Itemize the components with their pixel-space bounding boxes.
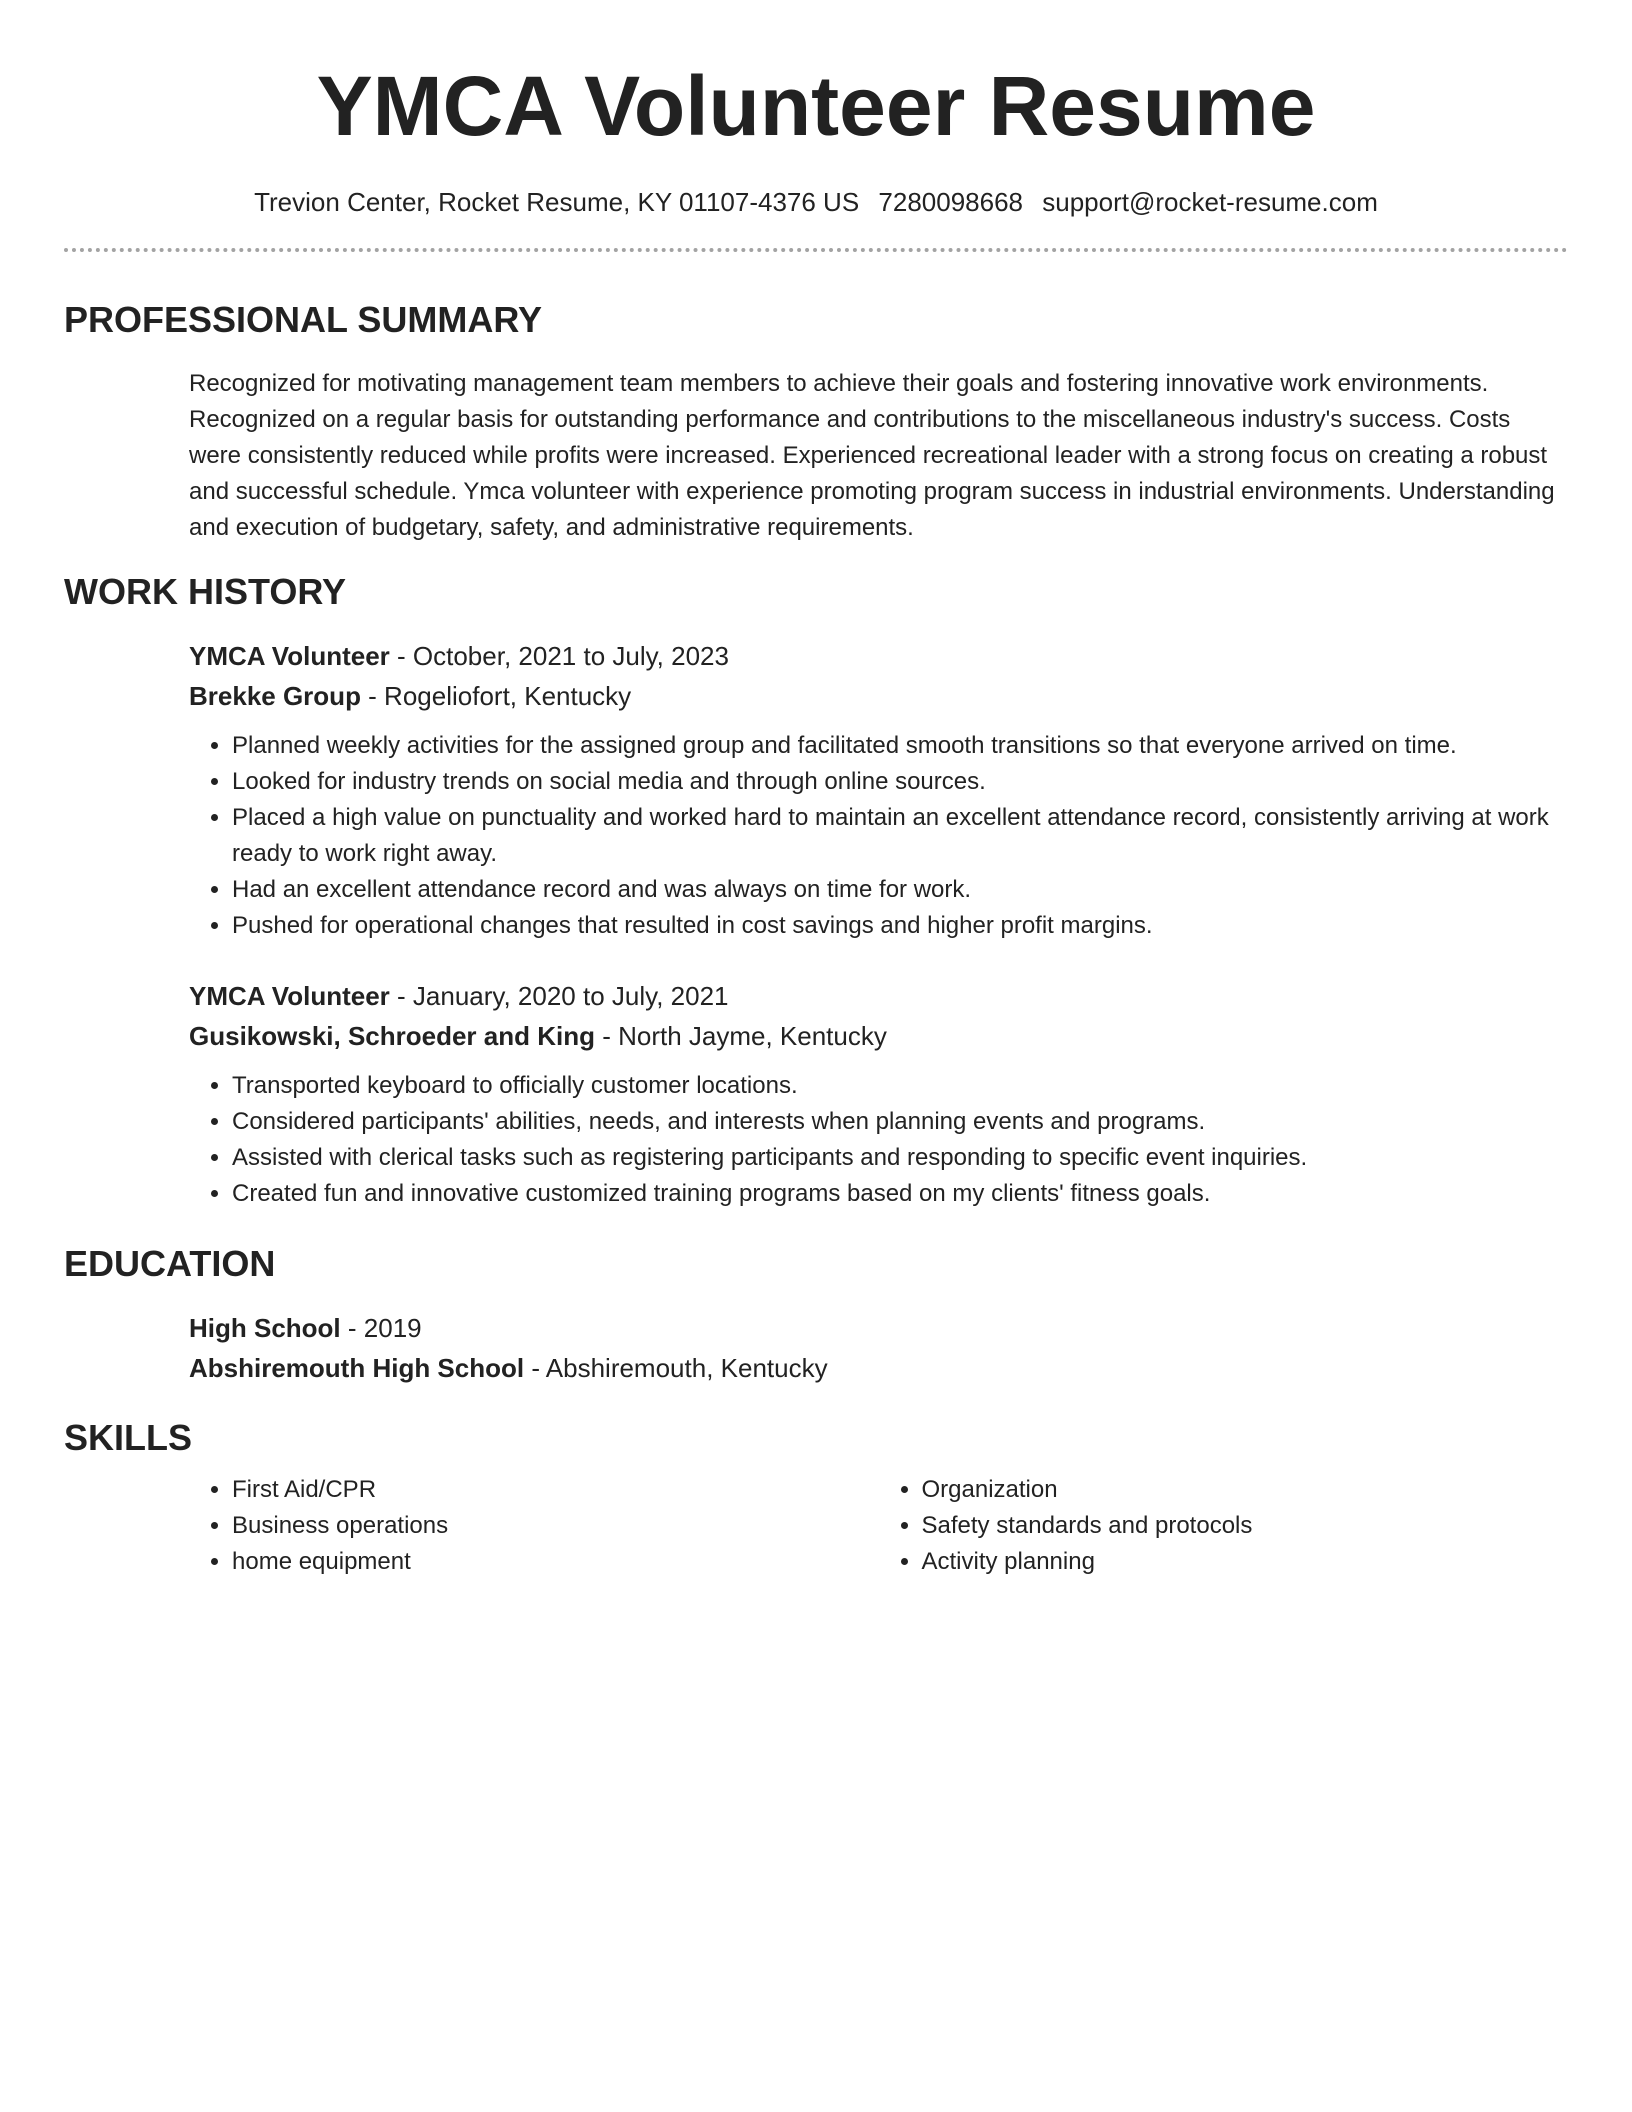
list-item: • Looked for industry trends on social media and through online sources. (232, 764, 1568, 800)
job-dates: - January, 2020 to July, 2021 (389, 981, 729, 1011)
job-role-line (189, 976, 1568, 1016)
list-item: • Planned weekly activities for the assigned group and facilitated smooth transitions so that everyone arrived on time. (232, 728, 1568, 764)
job-role: YMCA Volunteer (189, 981, 390, 1011)
resume-title: YMCA Volunteer Resume (316, 59, 1316, 153)
skill-item: • Activity planning (922, 1544, 1569, 1580)
job-bullets (189, 728, 1568, 944)
job-role: YMCA Volunteer (189, 641, 390, 671)
work-history-title: WORK HISTORY (64, 571, 347, 612)
job-entry (189, 976, 1568, 1212)
education-title: EDUCATION (64, 1243, 276, 1284)
skills-title: SKILLS (64, 1417, 193, 1458)
job-dates: - October, 2021 to July, 2023 (389, 641, 729, 671)
contact-address: Trevion Center, Rocket Resume, KY 01107-4376 US (254, 187, 860, 217)
job-company-line (189, 1016, 1568, 1056)
header-divider (64, 248, 1568, 252)
job-location: - Rogeliofort, Kentucky (360, 681, 632, 711)
contact-email: support@rocket-resume.com (1042, 187, 1378, 217)
skill-item: • Organization (922, 1472, 1569, 1508)
education-degree-line (189, 1308, 1568, 1348)
skill-item: • First Aid/CPR (232, 1472, 879, 1508)
education-school: Abshiremouth High School (189, 1353, 525, 1383)
list-item: • Pushed for operational changes that resulted in cost savings and higher profit margins. (232, 908, 1568, 944)
resume-header (64, 0, 1568, 218)
skills-section (64, 1416, 1568, 1580)
job-entry (189, 636, 1568, 944)
list-item: • Considered participants' abilities, needs, and interests when planning events and programs. (232, 1104, 1568, 1140)
job-company-line (189, 676, 1568, 716)
skill-item: • Safety standards and protocols (922, 1508, 1569, 1544)
education-school-line (189, 1348, 1568, 1388)
skills-left-column (189, 1472, 879, 1580)
list-item: • Placed a high value on punctuality and worked hard to maintain an excellent attendance record, consistently arriving at work ready to work right away. (232, 800, 1568, 872)
skills-right-column (879, 1472, 1569, 1580)
job-bullets (189, 1068, 1568, 1212)
list-item: • Created fun and innovative customized training programs based on my clients' fitness goals. (232, 1176, 1568, 1212)
work-history-section (64, 570, 1568, 1212)
summary-text: Recognized for motivating management team members to achieve their goals and fostering innovative work environments. Recognized on a regular basis for outstanding performance and contributions to the miscellaneous industry's success. Costs were consistently reduced while profits were increased. Experienced recreational leader with a strong focus on creating a robust and successful schedule. Ymca volunteer with experience promoting program success in industrial environments. Understanding and execution of budgetary, safety, and administrative requirements. (189, 370, 1555, 541)
job-role-line (189, 636, 1568, 676)
contact-line (64, 186, 1568, 218)
summary-title: PROFESSIONAL SUMMARY (64, 299, 543, 340)
skill-item: • home equipment (232, 1544, 879, 1580)
education-year: - 2019 (340, 1313, 422, 1343)
job-company: Gusikowski, Schroeder and King (189, 1021, 595, 1051)
education-degree: High School (189, 1313, 341, 1343)
list-item: • Had an excellent attendance record and was always on time for work. (232, 872, 1568, 908)
education-location: - Abshiremouth, Kentucky (524, 1353, 828, 1383)
list-item: • Assisted with clerical tasks such as registering participants and responding to specific event inquiries. (232, 1140, 1568, 1176)
job-location: - North Jayme, Kentucky (594, 1021, 887, 1051)
skills-columns (189, 1472, 1568, 1580)
skill-item: • Business operations (232, 1508, 879, 1544)
list-item: • Transported keyboard to officially customer locations. (232, 1068, 1568, 1104)
education-section (64, 1242, 1568, 1388)
contact-phone: 7280098668 (878, 187, 1024, 217)
summary-section (64, 298, 1568, 546)
job-company: Brekke Group (189, 681, 361, 711)
